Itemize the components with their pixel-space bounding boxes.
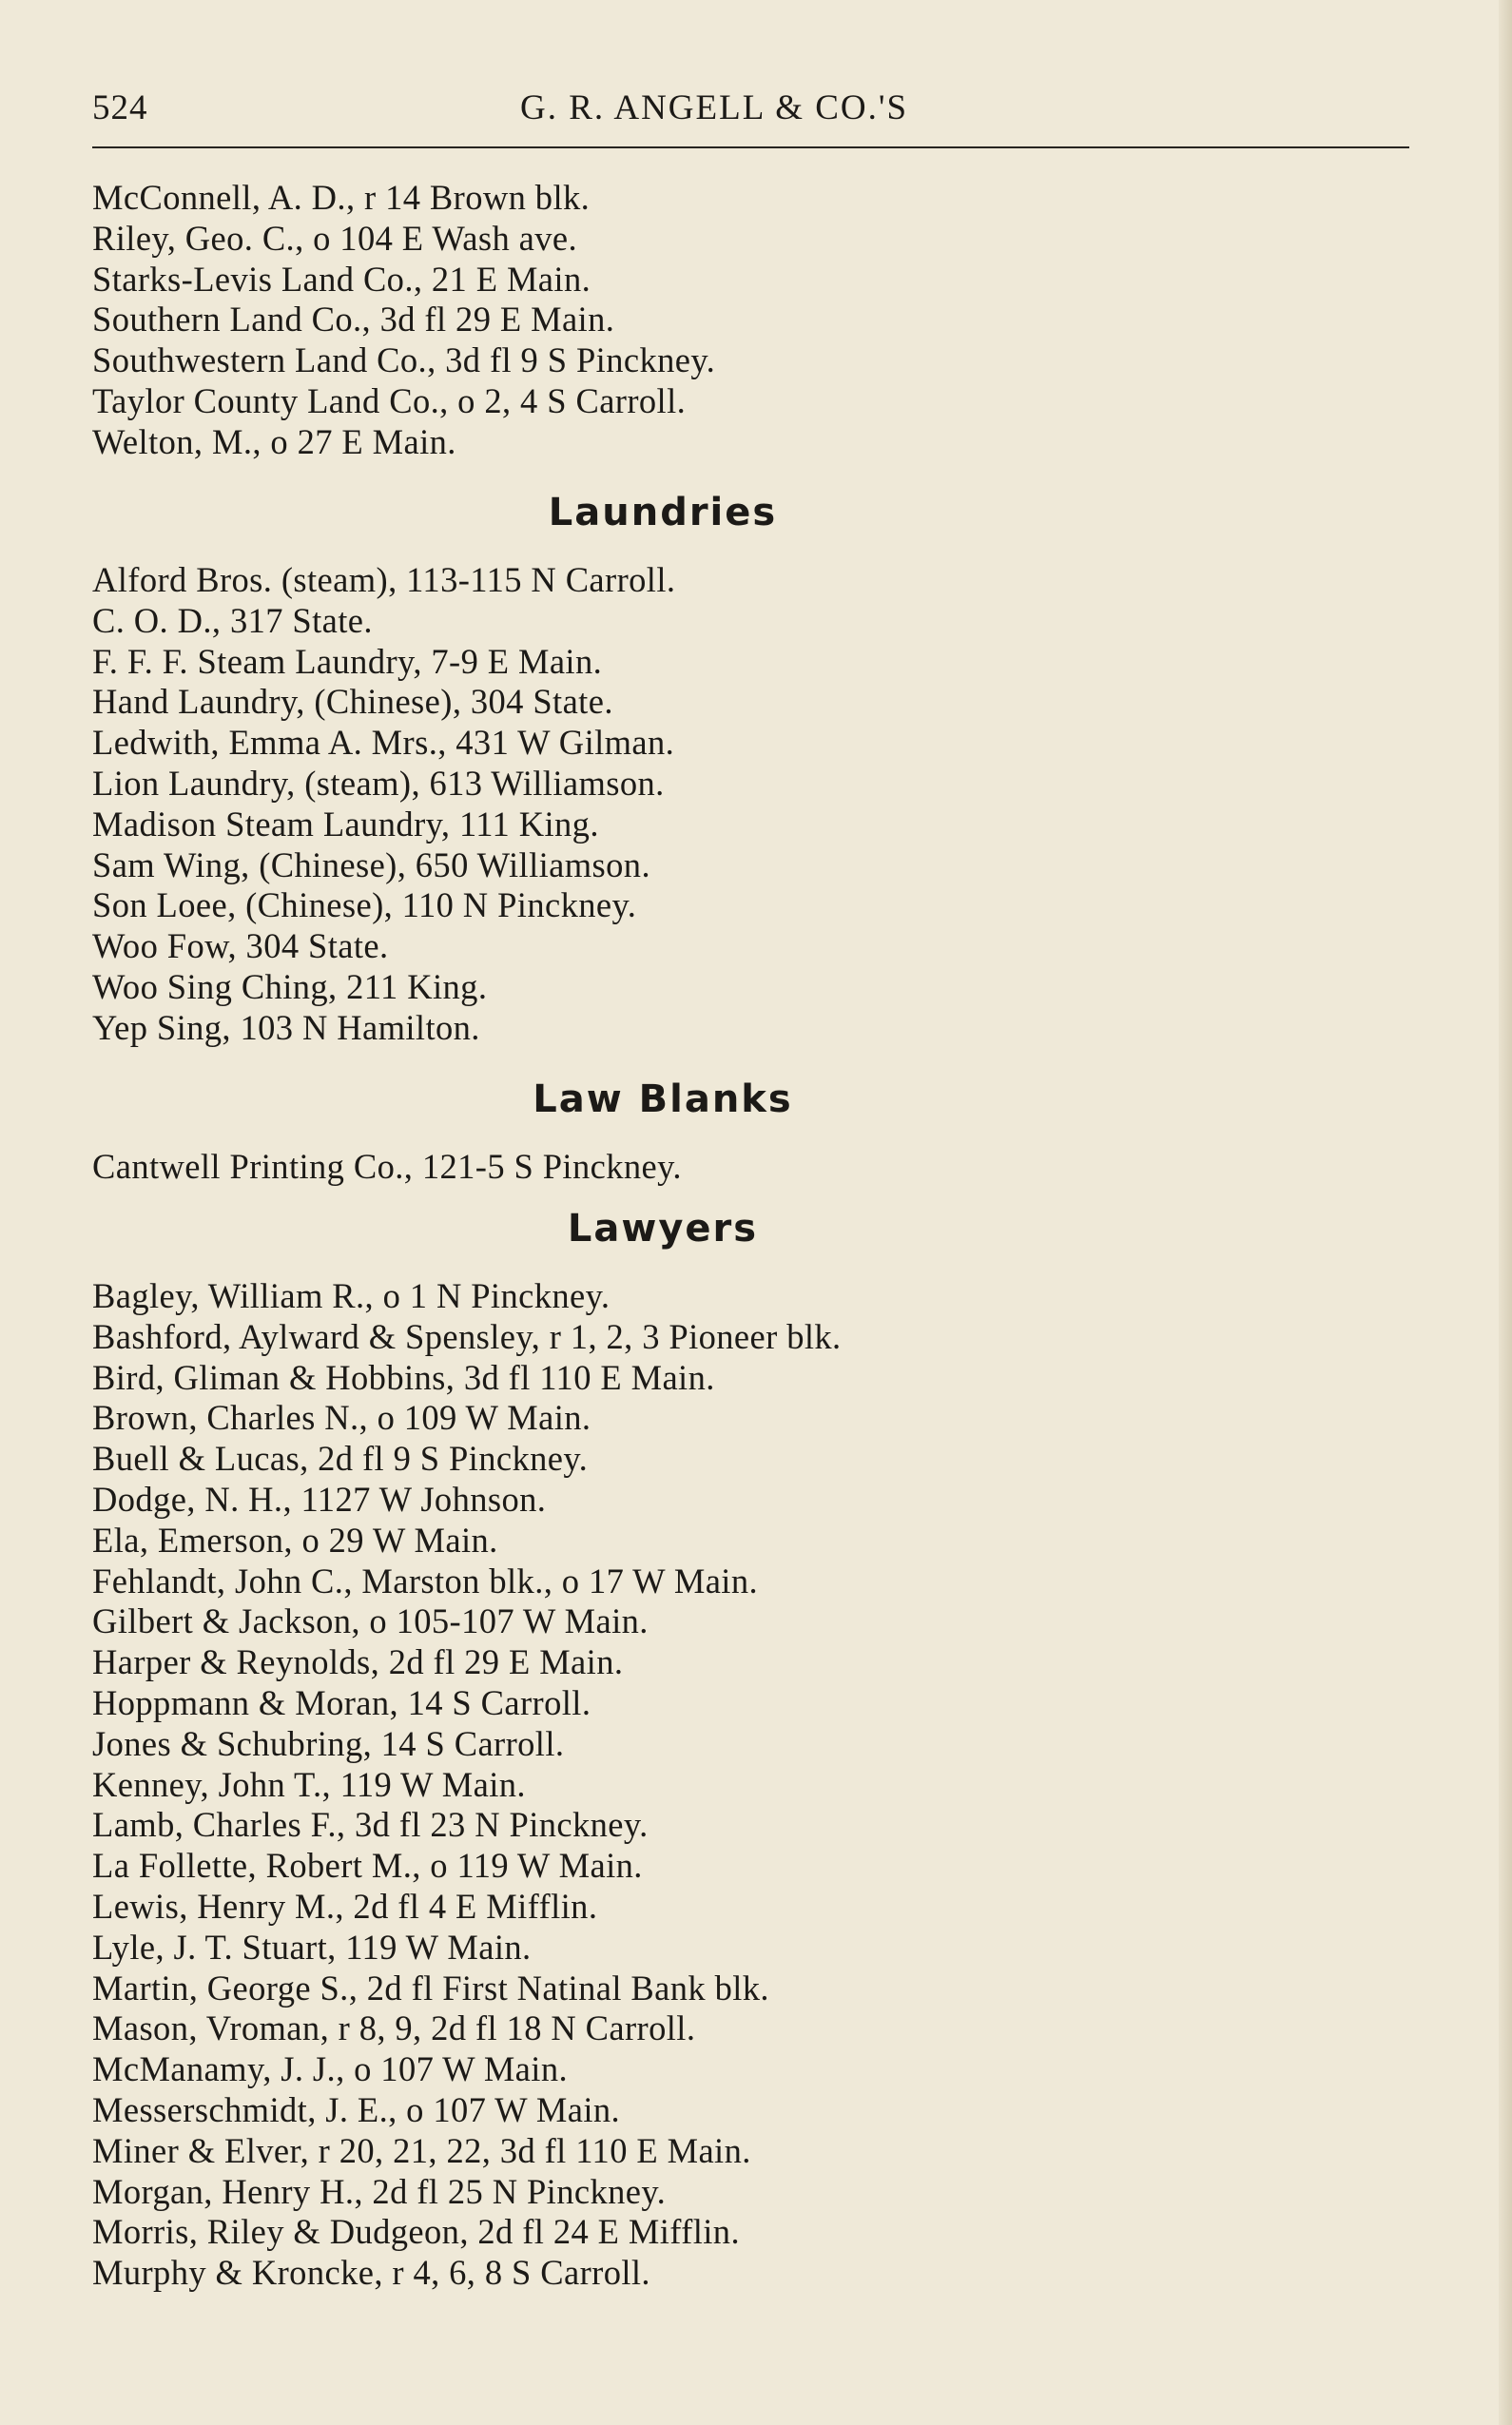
list-item: Lamb, Charles F., 3d fl 23 N Pinckney. xyxy=(92,1805,649,1845)
list-item: Woo Fow, 304 State. xyxy=(92,926,389,966)
running-head: G. R. ANGELL & CO.'S xyxy=(520,88,909,127)
list-item: Starks-Levis Land Co., 21 E Main. xyxy=(92,259,591,299)
list-item: Jones & Schubring, 14 S Carroll. xyxy=(92,1723,565,1763)
list-item: Lyle, J. T. Stuart, 119 W Main. xyxy=(92,1927,532,1967)
list-item: Hoppmann & Moran, 14 S Carroll. xyxy=(92,1682,591,1722)
section-title: Lawyers xyxy=(567,1207,759,1251)
laundries-entry-list xyxy=(92,560,675,1049)
list-item: Gilbert & Jackson, o 105-107 W Main. xyxy=(92,1601,649,1641)
list-item: Brown, Charles N., o 109 W Main. xyxy=(92,1398,591,1438)
list-item: Southwestern Land Co., 3d fl 9 S Pinckney. xyxy=(92,340,716,380)
list-item: Yep Sing, 103 N Hamilton. xyxy=(92,1007,480,1047)
law-blanks-entry-list xyxy=(92,1147,682,1188)
page-header xyxy=(92,87,1409,133)
list-item: Mason, Vroman, r 8, 9, 2d fl 18 N Carroll. xyxy=(92,2008,696,2048)
header-rule xyxy=(92,146,1409,148)
lawyers-entry-list xyxy=(92,1276,842,2294)
list-item: Welton, M., o 27 E Main. xyxy=(92,421,456,461)
list-item: Buell & Lucas, 2d fl 9 S Pinckney. xyxy=(92,1439,589,1479)
list-item: Alford Bros. (steam), 113-115 N Carroll. xyxy=(92,560,676,599)
list-item: Cantwell Printing Co., 121-5 S Pinckney. xyxy=(92,1147,682,1186)
list-item: Murphy & Kroncke, r 4, 6, 8 S Carroll. xyxy=(92,2253,650,2293)
list-item: Lion Laundry, (steam), 613 Williamson. xyxy=(92,763,665,803)
list-item: Miner & Elver, r 20, 21, 22, 3d fl 110 E Main. xyxy=(92,2130,751,2170)
list-item: McConnell, A. D., r 14 Brown blk. xyxy=(92,178,591,217)
list-item: Fehlandt, John C., Marston blk., o 17 W Main. xyxy=(92,1561,759,1600)
list-item: Morgan, Henry H., 2d fl 25 N Pinckney. xyxy=(92,2171,667,2211)
list-item: Madison Steam Laundry, 111 King. xyxy=(92,804,599,844)
list-item: Kenney, John T., 119 W Main. xyxy=(92,1764,526,1804)
list-item: Lewis, Henry M., 2d fl 4 E Mifflin. xyxy=(92,1886,598,1926)
list-item: Bashford, Aylward & Spensley, r 1, 2, 3 Pioneer blk. xyxy=(92,1316,842,1356)
list-item: McManamy, J. J., o 107 W Main. xyxy=(92,2049,568,2089)
list-item: Messerschmidt, J. E., o 107 W Main. xyxy=(92,2089,621,2129)
list-item: Harper & Reynolds, 2d fl 29 E Main. xyxy=(92,1642,624,1682)
page-edge-shadow xyxy=(1499,0,1512,2425)
list-item: F. F. F. Steam Laundry, 7-9 E Main. xyxy=(92,641,603,681)
list-item: Dodge, N. H., 1127 W Johnson. xyxy=(92,1479,547,1519)
list-item: Martin, George S., 2d fl First Natinal Bank blk. xyxy=(92,1968,769,2008)
list-item: La Follette, Robert M., o 119 W Main. xyxy=(92,1846,643,1886)
list-item: Son Loee, (Chinese), 110 N Pinckney. xyxy=(92,885,637,925)
list-item: Bird, Gliman & Hobbins, 3d fl 110 E Main. xyxy=(92,1357,715,1397)
continued-entry-list xyxy=(92,178,715,463)
section-title: Law Blanks xyxy=(533,1077,793,1121)
list-item: Woo Sing Ching, 211 King. xyxy=(92,966,488,1006)
page-number: 524 xyxy=(92,88,148,127)
list-item: C. O. D., 317 State. xyxy=(92,600,373,640)
list-item: Riley, Geo. C., o 104 E Wash ave. xyxy=(92,218,578,258)
list-item: Sam Wing, (Chinese), 650 Williamson. xyxy=(92,844,650,884)
list-item: Ela, Emerson, o 29 W Main. xyxy=(92,1520,498,1560)
section-title: Laundries xyxy=(548,491,778,534)
list-item: Ledwith, Emma A. Mrs., 431 W Gilman. xyxy=(92,723,675,763)
list-item: Southern Land Co., 3d fl 29 E Main. xyxy=(92,300,615,340)
list-item: Morris, Riley & Dudgeon, 2d fl 24 E Mifflin. xyxy=(92,2212,740,2252)
list-item: Hand Laundry, (Chinese), 304 State. xyxy=(92,682,613,722)
list-item: Bagley, William R., o 1 N Pinckney. xyxy=(92,1276,611,1315)
list-item: Taylor County Land Co., o 2, 4 S Carroll. xyxy=(92,380,687,420)
